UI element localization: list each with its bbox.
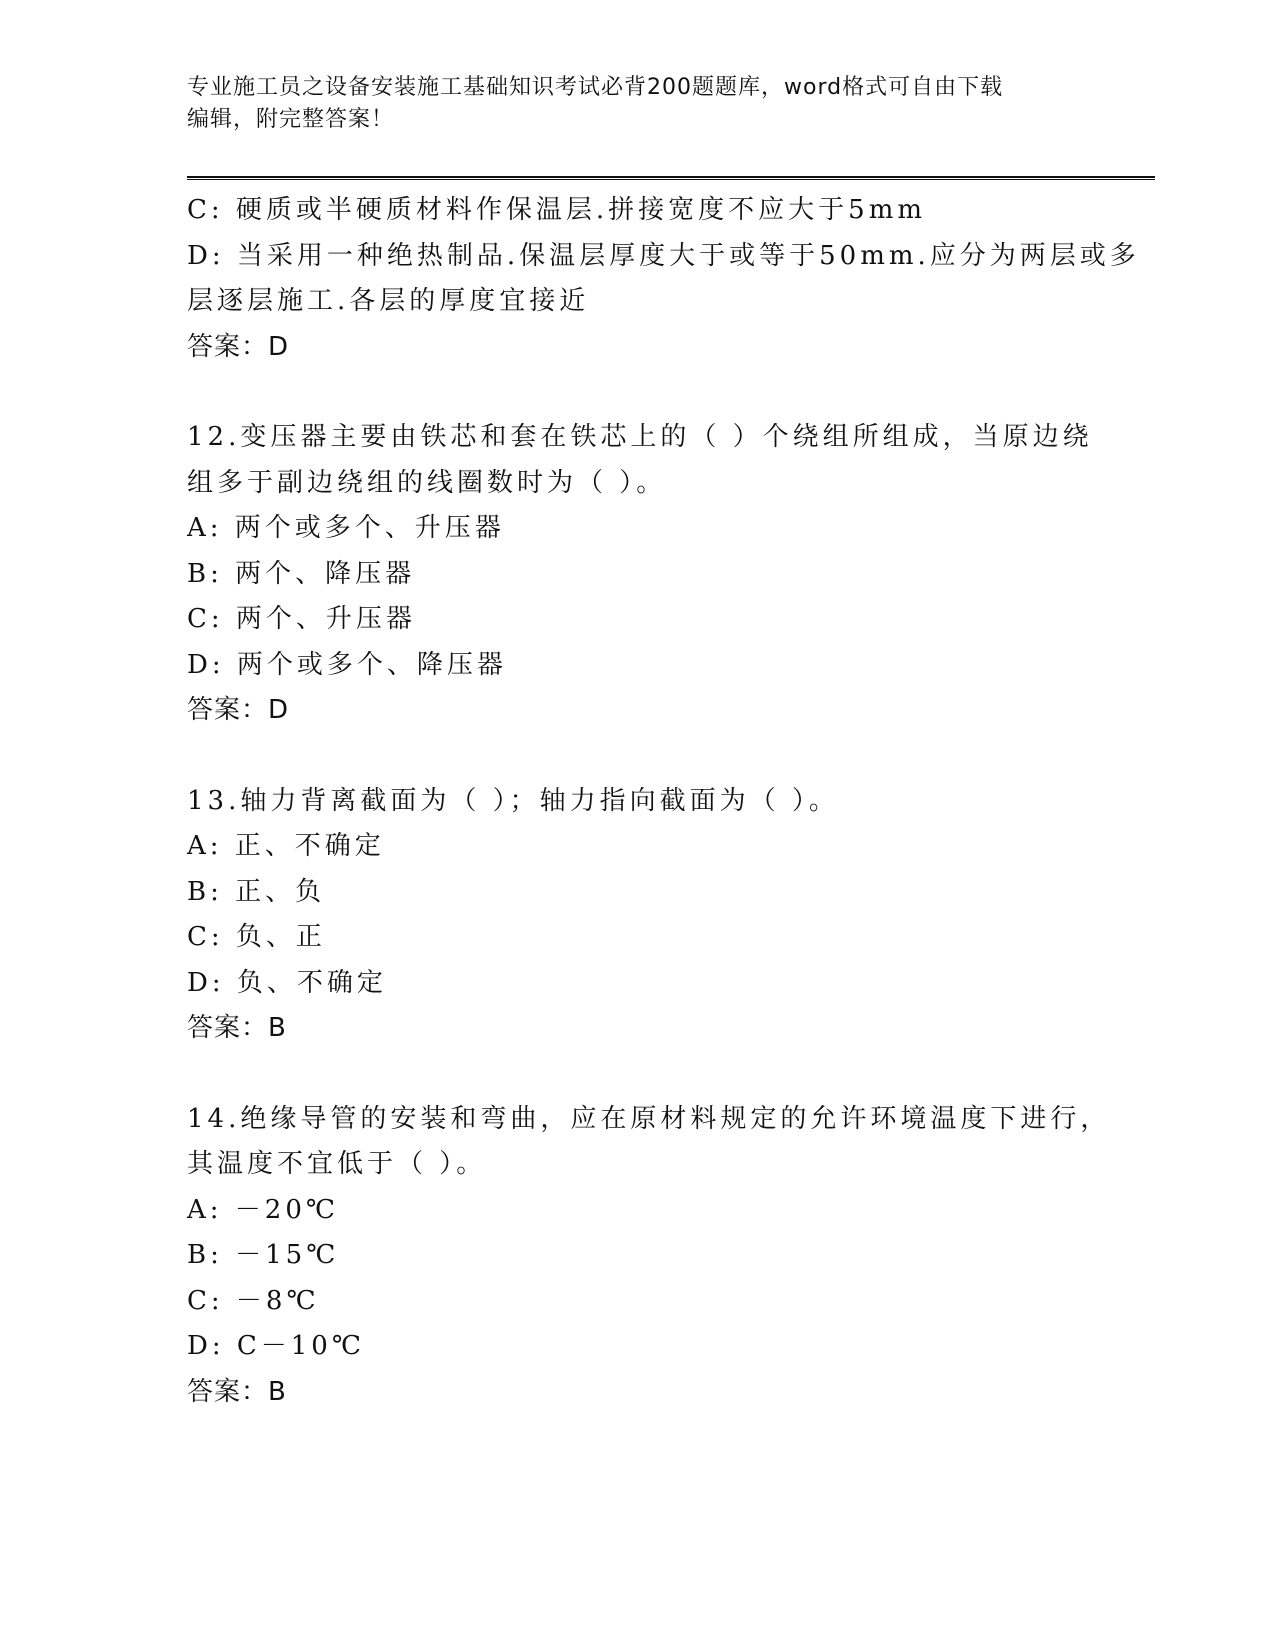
option-a: A: 正、不确定 (187, 831, 385, 861)
question-stem: 13.轴力背离截面为（ ）；轴力指向截面为（ ）。 (187, 785, 839, 816)
option-d: D: C－10℃ (187, 1331, 365, 1361)
question-list (187, 188, 1140, 1415)
header-title-line-1: 专业施工员之设备安装施工基础知识考试必背200题题库，word格式可自由下载 (187, 75, 1004, 100)
option-c: C: 硬质或半硬质材料作保温层.拼接宽度不应大于5mm (187, 195, 927, 225)
spacer (187, 734, 1087, 779)
spacer (187, 1052, 1087, 1097)
question-14 (187, 1097, 1111, 1416)
option-c: C: 两个、升压器 (187, 604, 416, 634)
document-header (187, 72, 1067, 136)
question-stem-line-2: 其温度不宜低于（ ）。 (187, 1149, 487, 1179)
answer: 答案：D (187, 331, 290, 362)
option-d: D: 两个或多个、降压器 (187, 649, 507, 680)
answer: 答案：B (187, 1376, 287, 1407)
question-13 (187, 779, 1087, 1052)
option-d-line-1: D: 当采用一种绝热制品.保温层厚度大于或等于50mm.应分为两层或多 (187, 240, 1140, 271)
option-b: B: 正、负 (187, 876, 326, 907)
option-d-line-2: 层逐层施工.各层的厚度宜接近 (187, 286, 590, 316)
option-b: B: －15℃ (187, 1240, 340, 1270)
spacer (187, 370, 1087, 415)
header-divider (187, 176, 1155, 180)
option-a: A: 两个或多个、升压器 (187, 513, 505, 543)
option-c: C: 负、正 (187, 922, 326, 952)
option-a: A: －20℃ (187, 1194, 339, 1225)
question-stem-line-2: 组多于副边绕组的线圈数时为（ ）。 (187, 467, 667, 498)
answer: 答案：D (187, 695, 290, 725)
header-title-line-2: 编辑，附完整答案！ (187, 107, 395, 132)
option-c: C: －8℃ (187, 1285, 320, 1316)
answer: 答案：B (187, 1013, 287, 1043)
question-stem-line-1: 14.绝缘导管的安装和弯曲，应在原材料规定的允许环境温度下进行， (187, 1103, 1111, 1134)
option-b: B: 两个、降压器 (187, 558, 416, 589)
question-12 (187, 415, 1093, 734)
question-11-tail (187, 188, 1140, 370)
question-stem-line-1: 12.变压器主要由铁芯和套在铁芯上的（ ）个绕组所组成，当原边绕 (187, 422, 1093, 452)
option-d: D: 负、不确定 (187, 967, 387, 998)
